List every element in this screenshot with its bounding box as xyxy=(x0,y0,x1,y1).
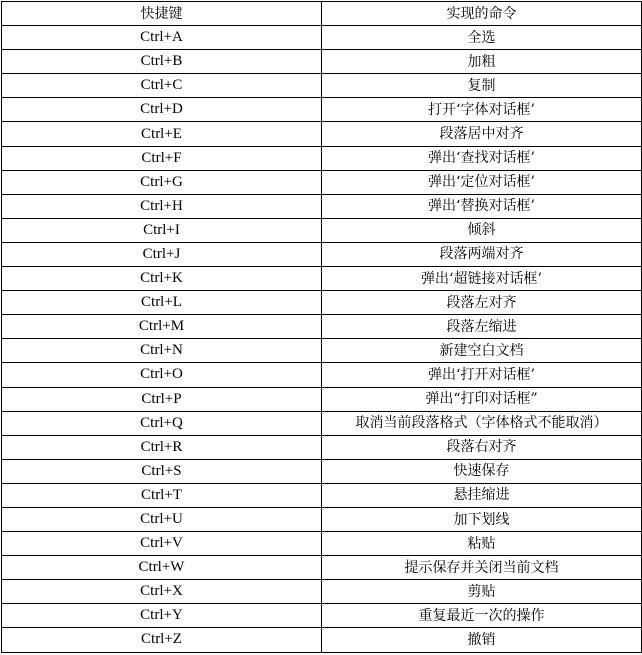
table-row xyxy=(2,556,642,580)
table-row xyxy=(2,146,642,170)
shortcut-key-cell: Ctrl+A xyxy=(2,26,322,50)
shortcut-key-cell: Ctrl+O xyxy=(2,363,322,387)
shortcut-key-cell: Ctrl+W xyxy=(2,556,322,580)
command-description-cell: 弹出‘超链接对话框’ xyxy=(322,267,642,291)
table-row xyxy=(2,194,642,218)
shortcut-key-cell: Ctrl+P xyxy=(2,387,322,411)
shortcut-key-cell: Ctrl+S xyxy=(2,459,322,483)
table-row xyxy=(2,628,642,652)
table-row xyxy=(2,315,642,339)
shortcut-key-cell: Ctrl+R xyxy=(2,435,322,459)
shortcut-key-cell: Ctrl+I xyxy=(2,218,322,242)
shortcut-key-cell: Ctrl+T xyxy=(2,483,322,507)
shortcut-table xyxy=(1,1,642,653)
shortcut-key-cell: Ctrl+H xyxy=(2,194,322,218)
table-row xyxy=(2,507,642,531)
command-description-cell: 悬挂缩进 xyxy=(322,483,642,507)
shortcut-key-cell: Ctrl+L xyxy=(2,291,322,315)
header-key: 快捷键 xyxy=(2,2,322,26)
table-row xyxy=(2,532,642,556)
command-description-cell: 弹出“打印对话框” xyxy=(322,387,642,411)
command-description-cell: 打开‘字体对话框’ xyxy=(322,98,642,122)
shortcut-key-cell: Ctrl+M xyxy=(2,315,322,339)
command-description-cell: 段落居中对齐 xyxy=(322,122,642,146)
table-row xyxy=(2,26,642,50)
table-row xyxy=(2,122,642,146)
shortcut-key-cell: Ctrl+G xyxy=(2,170,322,194)
table-row xyxy=(2,435,642,459)
command-description-cell: 加粗 xyxy=(322,50,642,74)
shortcut-key-cell: Ctrl+N xyxy=(2,339,322,363)
table-row xyxy=(2,387,642,411)
table-body xyxy=(2,26,642,652)
shortcut-key-cell: Ctrl+Q xyxy=(2,411,322,435)
command-description-cell: 段落左对齐 xyxy=(322,291,642,315)
table-row xyxy=(2,483,642,507)
command-description-cell: 重复最近一次的操作 xyxy=(322,604,642,628)
table-row xyxy=(2,291,642,315)
table-row xyxy=(2,604,642,628)
command-description-cell: 剪贴 xyxy=(322,580,642,604)
command-description-cell: 提示保存并关闭当前文档 xyxy=(322,556,642,580)
command-description-cell: 弹出‘替换对话框’ xyxy=(322,194,642,218)
command-description-cell: 加下划线 xyxy=(322,507,642,531)
table-row xyxy=(2,411,642,435)
command-description-cell: 新建空白文档 xyxy=(322,339,642,363)
table-row xyxy=(2,74,642,98)
table-header xyxy=(2,2,642,26)
command-description-cell: 复制 xyxy=(322,74,642,98)
shortcut-key-cell: Ctrl+Z xyxy=(2,628,322,652)
command-description-cell: 段落两端对齐 xyxy=(322,242,642,266)
command-description-cell: 快速保存 xyxy=(322,459,642,483)
command-description-cell: 倾斜 xyxy=(322,218,642,242)
table-row xyxy=(2,242,642,266)
shortcut-key-cell: Ctrl+E xyxy=(2,122,322,146)
shortcut-key-cell: Ctrl+J xyxy=(2,242,322,266)
table-row xyxy=(2,459,642,483)
shortcut-key-cell: Ctrl+B xyxy=(2,50,322,74)
command-description-cell: 弹出‘定位对话框’ xyxy=(322,170,642,194)
table-row xyxy=(2,267,642,291)
table-row xyxy=(2,339,642,363)
table-row xyxy=(2,580,642,604)
table-row xyxy=(2,98,642,122)
table-row xyxy=(2,50,642,74)
shortcut-key-cell: Ctrl+U xyxy=(2,507,322,531)
command-description-cell: 全选 xyxy=(322,26,642,50)
shortcut-key-cell: Ctrl+X xyxy=(2,580,322,604)
shortcut-key-cell: Ctrl+C xyxy=(2,74,322,98)
command-description-cell: 取消当前段落格式（字体格式不能取消） xyxy=(322,411,642,435)
shortcut-key-cell: Ctrl+Y xyxy=(2,604,322,628)
command-description-cell: 粘贴 xyxy=(322,532,642,556)
command-description-cell: 弹出‘查找对话框’ xyxy=(322,146,642,170)
shortcut-key-cell: Ctrl+F xyxy=(2,146,322,170)
table-row xyxy=(2,218,642,242)
shortcut-key-cell: Ctrl+K xyxy=(2,267,322,291)
table-row xyxy=(2,170,642,194)
shortcut-key-cell: Ctrl+D xyxy=(2,98,322,122)
header-command: 实现的命令 xyxy=(322,2,642,26)
command-description-cell: 弹出‘打开对话框’ xyxy=(322,363,642,387)
header-row xyxy=(2,2,642,26)
command-description-cell: 段落右对齐 xyxy=(322,435,642,459)
shortcut-key-cell: Ctrl+V xyxy=(2,532,322,556)
command-description-cell: 段落左缩进 xyxy=(322,315,642,339)
table-row xyxy=(2,363,642,387)
command-description-cell: 撤销 xyxy=(322,628,642,652)
